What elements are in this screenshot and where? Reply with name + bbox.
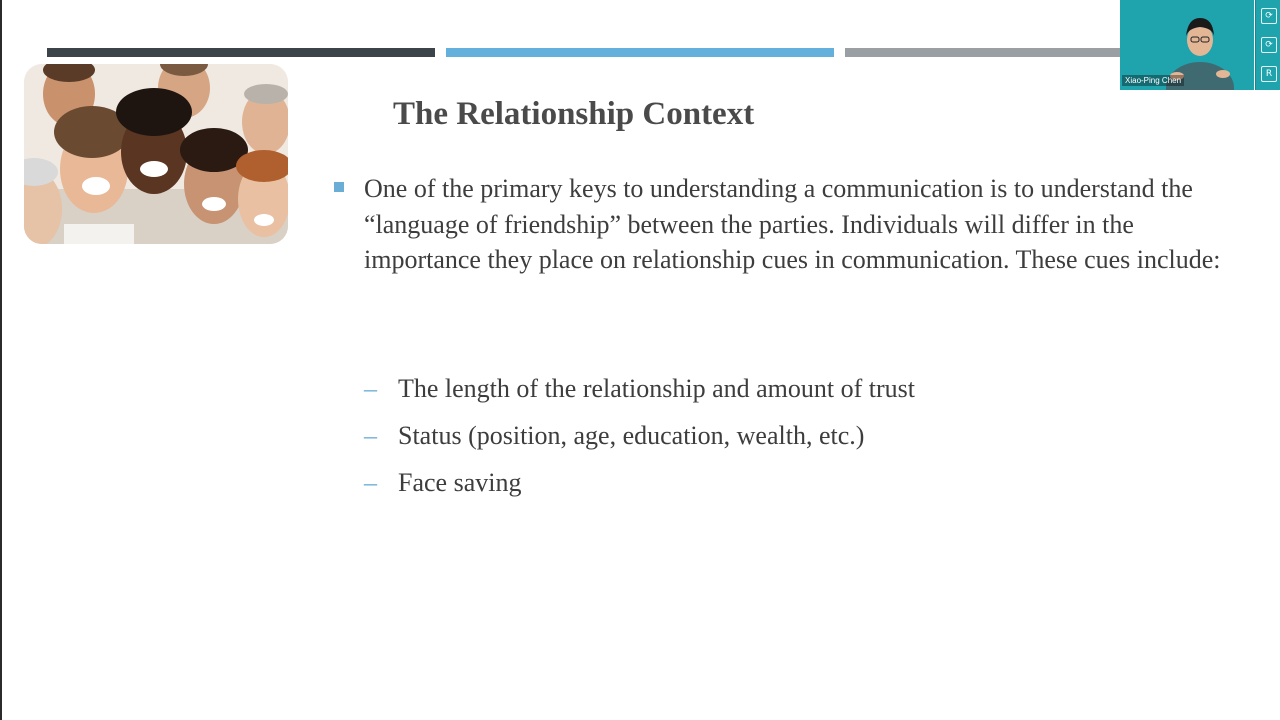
- subpoint-text: Status (position, age, education, wealth, etc.): [398, 421, 865, 450]
- subpoint-relationship-length: [364, 374, 915, 404]
- presenter-video-thumbnail[interactable]: [1120, 0, 1254, 90]
- group-photo: [24, 64, 288, 244]
- header-bar-gray: [845, 48, 1120, 57]
- header-bar-dark: [47, 48, 435, 57]
- refresh-icon[interactable]: ⟳: [1261, 37, 1277, 53]
- main-paragraph: One of the primary keys to understanding a communication is to understand the “language of friendship” between the parties. Individuals will differ in the importance they place on relationship cues in communication. These cues include:: [364, 174, 1221, 274]
- dash-bullet-icon: –: [364, 374, 377, 403]
- subpoint-text: Face saving: [398, 468, 522, 497]
- subpoint-status: [364, 421, 864, 451]
- video-control-rail: [1255, 0, 1280, 90]
- bullet-square-icon: [334, 182, 344, 192]
- refresh-icon[interactable]: ⟳: [1261, 8, 1277, 24]
- dash-bullet-icon: –: [364, 468, 377, 497]
- r-letter-icon[interactable]: R: [1261, 66, 1277, 82]
- window-left-edge: [0, 0, 2, 720]
- subpoint-face-saving: [364, 468, 521, 498]
- slide-title: The Relationship Context: [393, 96, 755, 132]
- dash-bullet-icon: –: [364, 421, 377, 450]
- subpoint-text: The length of the relationship and amount of trust: [398, 374, 915, 403]
- header-bar-blue: [446, 48, 834, 57]
- participant-name-label: Xiao-Ping Chen: [1122, 75, 1184, 86]
- laughing-people-image: [24, 64, 288, 244]
